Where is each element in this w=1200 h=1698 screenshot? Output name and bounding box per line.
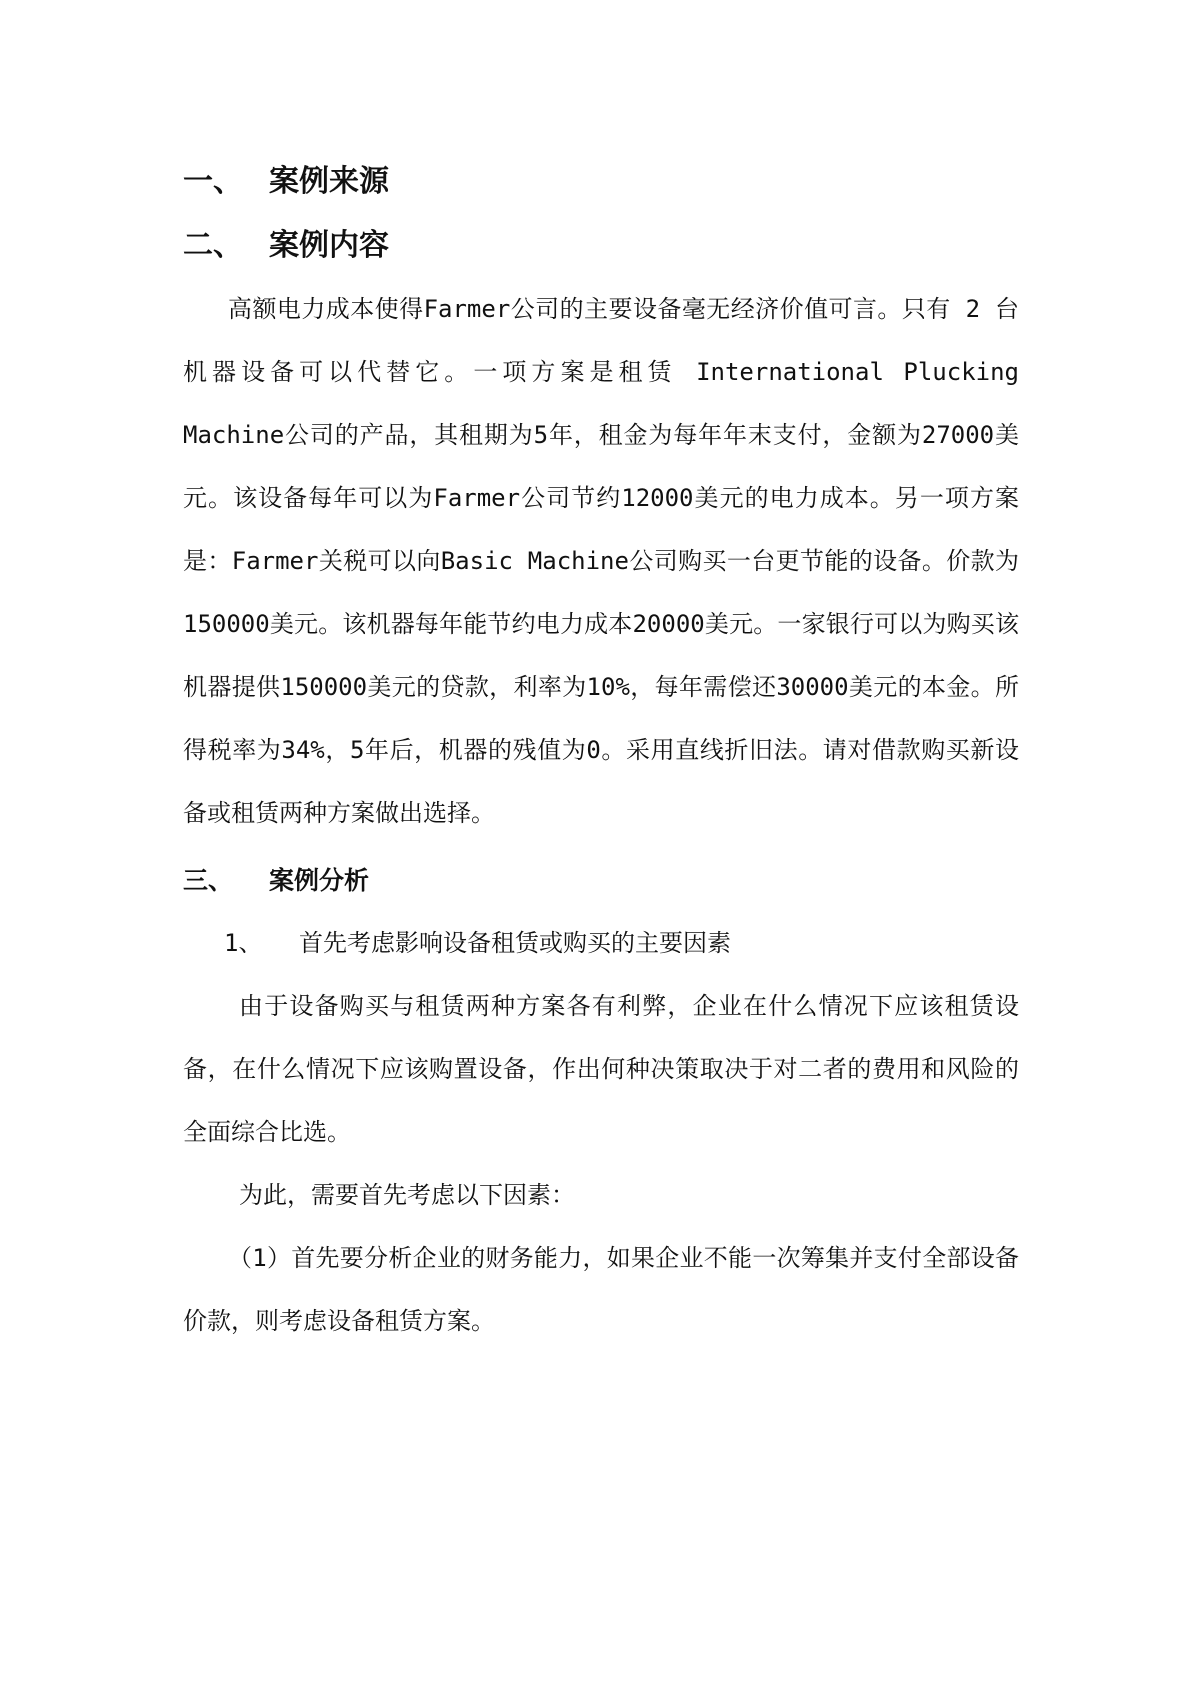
section-title: 案例来源 <box>269 164 389 199</box>
section-heading-source <box>183 150 1019 214</box>
analysis-paragraph: 由于设备购买与租赁两种方案各有利弊，企业在什么情况下应该租赁设备，在什么情况下应该购置设备，作出何种决策取决于对二者的费用和风险的全面综合比选。 <box>183 992 1019 1146</box>
subsection-title: 首先考虑影响设备租赁或购买的主要因素 <box>299 929 731 957</box>
subsection-number: 1、 <box>224 929 263 957</box>
section-number: 二、 <box>183 228 243 263</box>
factor-item: （1）首先要分析企业的财务能力，如果企业不能一次筹集并支付全部设备价款，则考虑设备租赁方案。 <box>183 1244 1019 1335</box>
section-title: 案例内容 <box>269 228 389 263</box>
subsection-heading <box>183 912 1019 975</box>
document-body <box>183 150 1019 1353</box>
analysis-paragraph: 为此，需要首先考虑以下因素： <box>239 1181 575 1209</box>
section-heading-content <box>183 214 1019 278</box>
section-title: 案例分析 <box>269 866 370 895</box>
section-number: 三、 <box>183 866 234 895</box>
case-content-paragraph: 高额电力成本使得Farmer公司的主要设备毫无经济价值可言。只有 2 台机器设备可以代替它。一项方案是租赁 International Plucking Machine公司的产品，其租期为5年，租金为每年年末支付，金额为27000美元。该设备每年可以为Farmer公司节约12000美元的电力成本。另一项方案是：Farmer关税可以向Basic Machine公司购买一台更节能的设备。价款为150000美元。该机器每年能节约电力成本20000美元。一家银行可以为购买该机器提供150000美元的贷款，利率为10%，每年需偿还30000美元的本金。所得税率为34%，5年后，机器的残值为0。采用直线折旧法。请对借款购买新设备或租赁两种方案做出选择。 <box>183 295 1019 827</box>
section-number: 一、 <box>183 164 243 199</box>
section-heading-analysis <box>183 849 1019 912</box>
